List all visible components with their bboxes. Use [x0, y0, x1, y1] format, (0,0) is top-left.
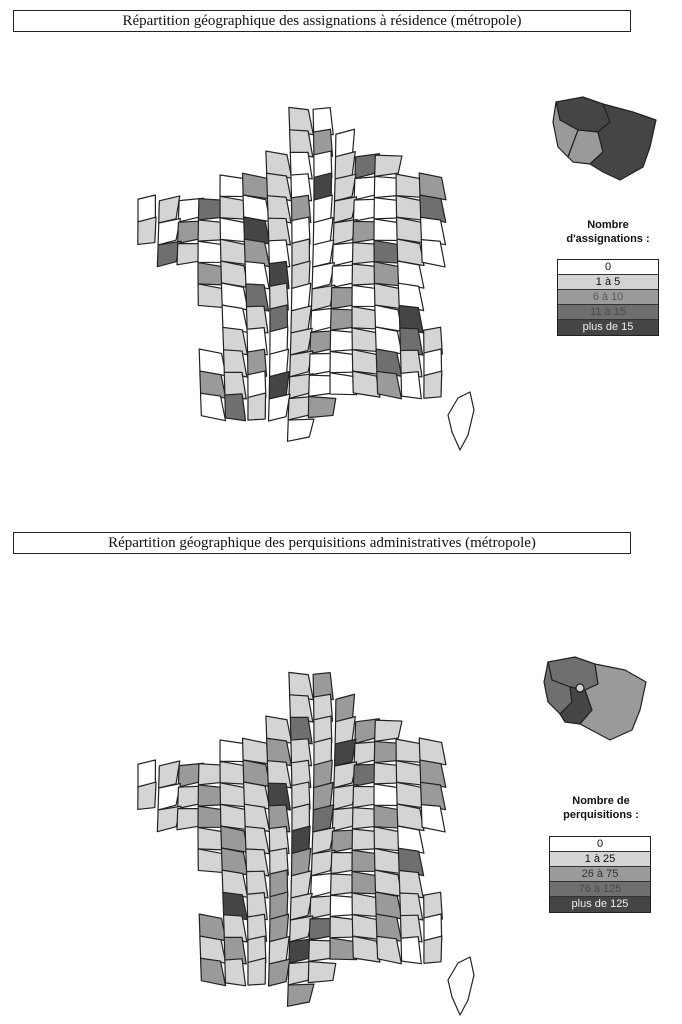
department-80	[374, 283, 401, 308]
department-67	[312, 828, 334, 854]
department-126	[269, 959, 290, 986]
legend-perquisitions	[549, 836, 651, 913]
department-108	[352, 349, 379, 374]
legend-assignations	[557, 259, 659, 336]
corsica	[448, 392, 474, 450]
legend-title-line2: perquisitions :	[563, 809, 639, 821]
department-47	[397, 782, 424, 808]
map-title-perquisitions: Répartition géographique des perquisitions administratives (métropole)	[13, 532, 631, 554]
department-125	[248, 958, 266, 985]
legend-class-1: 1 à 5	[558, 275, 658, 290]
legend-class-0: 0	[558, 260, 658, 275]
legend-class-3: 11 à 15	[558, 305, 658, 320]
department-119	[353, 936, 380, 962]
department-12	[243, 738, 270, 764]
ile-de-france-inset-perquisitions	[540, 652, 655, 747]
department-36	[158, 784, 180, 810]
department-94	[290, 328, 312, 355]
department-52	[220, 239, 247, 264]
legend-class-3: 76 à 125	[550, 882, 650, 897]
department-12	[243, 173, 270, 199]
department-121	[401, 372, 421, 399]
department-124	[225, 394, 246, 421]
department-122	[424, 371, 442, 398]
idf-paris	[576, 684, 584, 692]
department-129	[287, 419, 313, 441]
legend-title-perquisitions	[546, 794, 656, 822]
legend-class-0: 0	[550, 837, 650, 852]
department-67	[312, 263, 334, 289]
legend-title-assignations	[553, 218, 663, 246]
department-80	[374, 848, 401, 873]
department-10	[375, 155, 402, 176]
department-52	[220, 804, 247, 829]
ile-de-france-inset-assignations	[548, 92, 663, 187]
department-125	[248, 393, 266, 420]
department-35	[138, 782, 156, 809]
department-124	[225, 959, 246, 986]
legend-title-line2: d'assignations :	[566, 233, 650, 245]
department-122	[424, 936, 442, 963]
department-121	[401, 937, 421, 964]
map-title-assignations: Répartition géographique des assignations à résidence (métropole)	[13, 10, 631, 32]
legend-class-2: 6 à 10	[558, 290, 658, 305]
department-35	[138, 217, 156, 244]
legend-class-1: 1 à 25	[550, 852, 650, 867]
department-119	[353, 371, 380, 397]
department-94	[290, 893, 312, 920]
department-108	[352, 914, 379, 939]
corsica	[448, 957, 474, 1015]
legend-class-4: plus de 125	[550, 897, 650, 912]
department-128	[308, 397, 335, 418]
department-129	[287, 984, 313, 1006]
legend-class-2: 26 à 75	[550, 867, 650, 882]
department-36	[158, 219, 180, 245]
department-10	[375, 720, 402, 741]
legend-title-line1: Nombre	[587, 219, 629, 231]
legend-title-line1: Nombre de	[572, 795, 630, 807]
legend-class-4: plus de 15	[558, 320, 658, 335]
department-126	[269, 394, 290, 421]
department-47	[397, 217, 424, 243]
department-128	[308, 962, 335, 983]
